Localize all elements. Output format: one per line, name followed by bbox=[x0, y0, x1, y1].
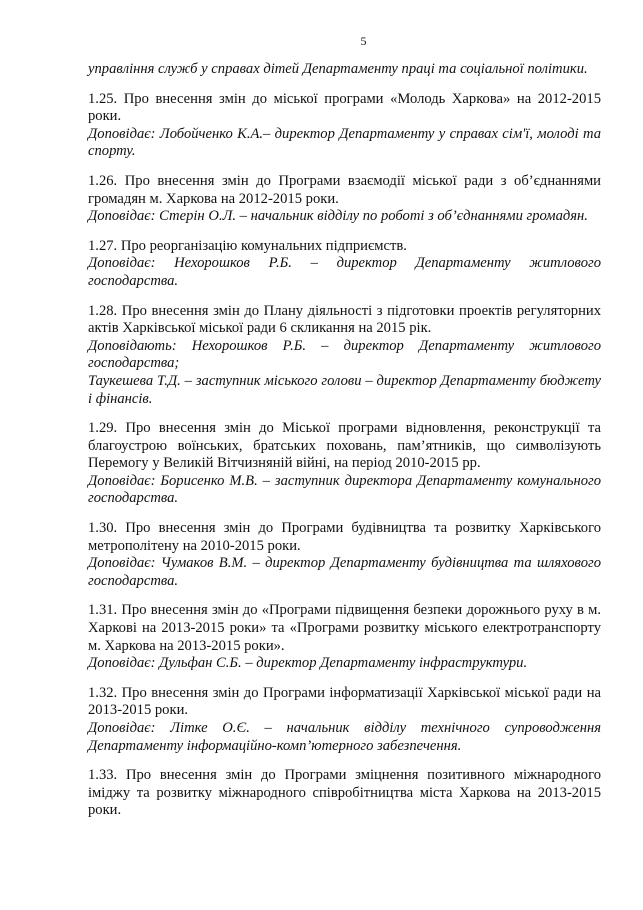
agenda-item-1-26 bbox=[88, 173, 601, 226]
agenda-item-1-30 bbox=[88, 520, 601, 590]
agenda-item-speaker: Доповідає: Лобойченко К.А.– директор Департаменту у справах сім'ї, молоді та спорту. bbox=[88, 125, 601, 160]
agenda-item-1-25 bbox=[88, 91, 601, 161]
continuation-text: управління служб у справах дітей Департаменту праці та соціальної політики. bbox=[88, 61, 588, 77]
agenda-item-speaker: Таукешева Т.Д. – заступник міського голови – директор Департаменту бюджету і фінансів. bbox=[88, 372, 601, 407]
agenda-item-1-32 bbox=[88, 685, 601, 755]
agenda-item-1-27 bbox=[88, 238, 601, 291]
agenda-item-title: 1.31. Про внесення змін до «Програми підвищення безпеки дорожнього руху в м. Харкові на 2013-2015 роки» та «Програми розвитку міського електротранспорту м. Харкова на 2013-2015 роки». bbox=[88, 602, 601, 654]
agenda-item-speaker: Доповідають: Нехорошков Р.Б. – директор Департаменту житлового господарства; bbox=[88, 337, 601, 372]
agenda-item-title: 1.32. Про внесення змін до Програми інформатизації Харківської міської ради на 2013-2015 роки. bbox=[88, 684, 601, 719]
agenda-item-title: 1.25. Про внесення змін до міської програми «Молодь Харкова» на 2012-2015 роки. bbox=[88, 90, 601, 125]
continuation-block bbox=[88, 61, 601, 79]
agenda-item-title: 1.29. Про внесення змін до Міської програми відновлення, реконструкції та благоустрою воїнських, братських поховань, пам’ятників, що символізують Перемогу у Великій Вітчизняній війні, на період 2010-2015 рр. bbox=[88, 420, 601, 472]
agenda-item-1-29 bbox=[88, 420, 601, 508]
agenda-item-title: 1.26. Про внесення змін до Програми взаємодії міської ради з об’єднаннями громадян м. Харкова на 2012-2015 роки. bbox=[88, 172, 601, 207]
agenda-item-speaker: Доповідає: Нехорошков Р.Б. – директор Департаменту житлового господарства. bbox=[88, 255, 601, 289]
agenda-item-speaker: Доповідає: Дульфан С.Б. – директор Департаменту інфраструктури. bbox=[88, 655, 528, 672]
page-number: 5 bbox=[360, 34, 367, 48]
agenda-item-1-31 bbox=[88, 602, 601, 672]
agenda-item-title: 1.30. Про внесення змін до Програми будівництва та розвитку Харківського метрополітену на 2010-2015 роки. bbox=[88, 520, 601, 554]
agenda-item-1-33 bbox=[88, 767, 601, 820]
agenda-item-speaker: Доповідає: Чумаков В.М. – директор Департаменту будівництва та шляхового господарства. bbox=[88, 555, 601, 589]
agenda-item-1-28 bbox=[88, 303, 601, 409]
agenda-item-speaker: Доповідає: Борисенко М.В. – заступник директора Департаменту комунального господарства. bbox=[88, 472, 601, 507]
agenda-item-title: 1.33. Про внесення змін до Програми зміцнення позитивного міжнародного іміджу та розвитку міжнародного співробітництва міста Харкова на 2013-2015 роки. bbox=[88, 767, 601, 819]
agenda-item-speaker: Доповідає: Стерін О.Л. – начальник відділу по роботі з об’єднаннями громадян. bbox=[88, 208, 588, 225]
agenda-item-title: 1.28. Про внесення змін до Плану діяльності з підготовки проектів регуляторних актів Харківської міської ради 6 скликання на 2015 рік. bbox=[88, 302, 601, 337]
agenda-item-title: 1.27. Про реорганізацію комунальних підприємств. bbox=[88, 237, 407, 254]
agenda-item-speaker: Доповідає: Літке О.Є. – начальник відділу технічного супроводження Департаменту інформаційно-комп’ютерного забезпечення. bbox=[88, 720, 601, 754]
